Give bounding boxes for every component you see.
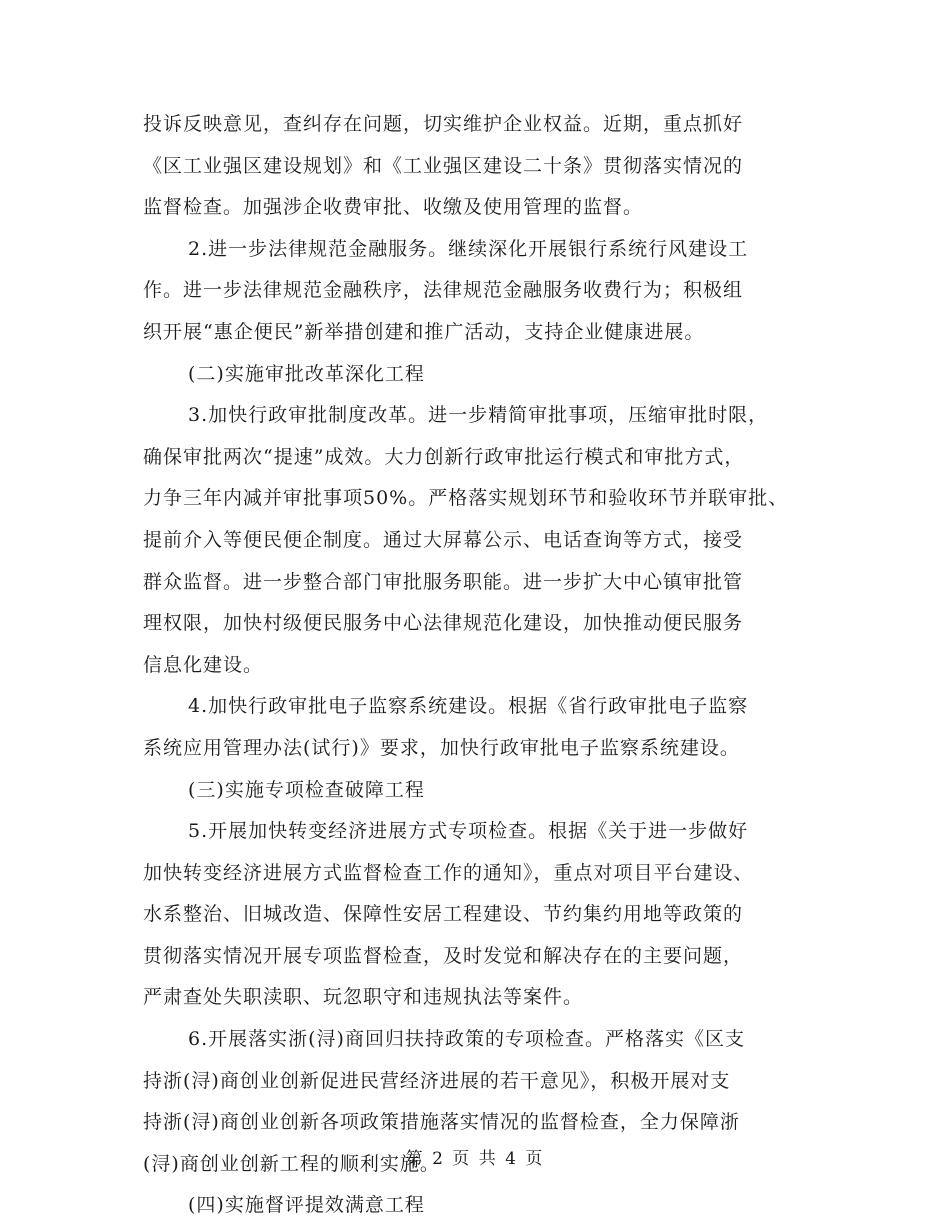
text-line: 提前介入等便民便企制度。通过大屏幕公示、电话查询等方式，接受	[143, 528, 744, 551]
text-line: (四)实施督评提效满意工程	[188, 1194, 425, 1217]
text-line: 3.加快行政审批制度改革。进一步精简审批事项，压缩审批时限，	[188, 404, 769, 427]
text-line: 5.开展加快转变经济进展方式专项检查。根据《关于进一步做好	[188, 820, 749, 843]
text-line: 4.加快行政审批电子监察系统建设。根据《省行政审批电子监察	[188, 695, 749, 718]
text-line: 6.开展落实浙(浔)商回归扶持政策的专项检查。严格落实《区支	[188, 1028, 745, 1051]
text-line: 加快转变经济进展方式监督检查工作的通知》，重点对项目平台建设、	[143, 861, 754, 884]
text-line: 系统应用管理办法(试行)》要求，加快行政审批电子监察系统建设。	[143, 736, 740, 759]
text-line: 水系整治、旧城改造、保障性安居工程建设、节约集约用地等政策的	[143, 903, 744, 926]
page-footer: 第 2 页 共 4 页	[405, 1149, 545, 1169]
text-line: 2.进一步法律规范金融服务。继续深化开展银行系统行风建设工	[188, 237, 749, 260]
text-line: 《区工业强区建设规划》和《工业强区建设二十条》贯彻落实情况的	[143, 154, 744, 177]
text-line: 理权限，加快村级便民服务中心法律规范化建设，加快推动便民服务	[143, 612, 744, 635]
text-line: (二)实施审批改革深化工程	[188, 362, 425, 385]
text-line: 贯彻落实情况开展专项监督检查，及时发觉和解决存在的主要问题，	[143, 944, 744, 967]
text-line: 确保审批两次“提速”成效。大力创新行政审批运行模式和审批方式，	[143, 445, 745, 468]
text-line: (三)实施专项检查破障工程	[188, 778, 425, 801]
text-line: 群众监督。进一步整合部门审批服务职能。进一步扩大中心镇审批管	[143, 570, 744, 593]
text-line: 严肃查处失职渎职、玩忽职守和违规执法等案件。	[143, 986, 584, 1009]
text-line: 信息化建设。	[143, 653, 264, 676]
document-body	[143, 104, 823, 1227]
text-line: 投诉反映意见，查纠存在问题，切实维护企业权益。近期，重点抓好	[143, 113, 744, 135]
text-line: (浔)商创业创新工程的顺利实施。	[143, 1152, 440, 1175]
text-line: 监督检查。加强涉企收费审批、收缴及使用管理的监督。	[143, 196, 644, 219]
text-line: 作。进一步法律规范金融秩序，法律规范金融服务收费行为；积极组	[143, 279, 744, 302]
text-line: 持浙(浔)商创业创新促进民营经济进展的若干意见》，积极开展对支	[143, 1069, 731, 1092]
text-line: 持浙(浔)商创业创新各项政策措施落实情况的监督检查，全力保障浙	[143, 1111, 740, 1134]
text-line: 织开展“惠企便民”新举措创建和推广活动，支持企业健康进展。	[143, 320, 705, 343]
text-line: 力争三年内减并审批事项50%。严格落实规划环节和验收环节并联审批、	[143, 487, 789, 510]
